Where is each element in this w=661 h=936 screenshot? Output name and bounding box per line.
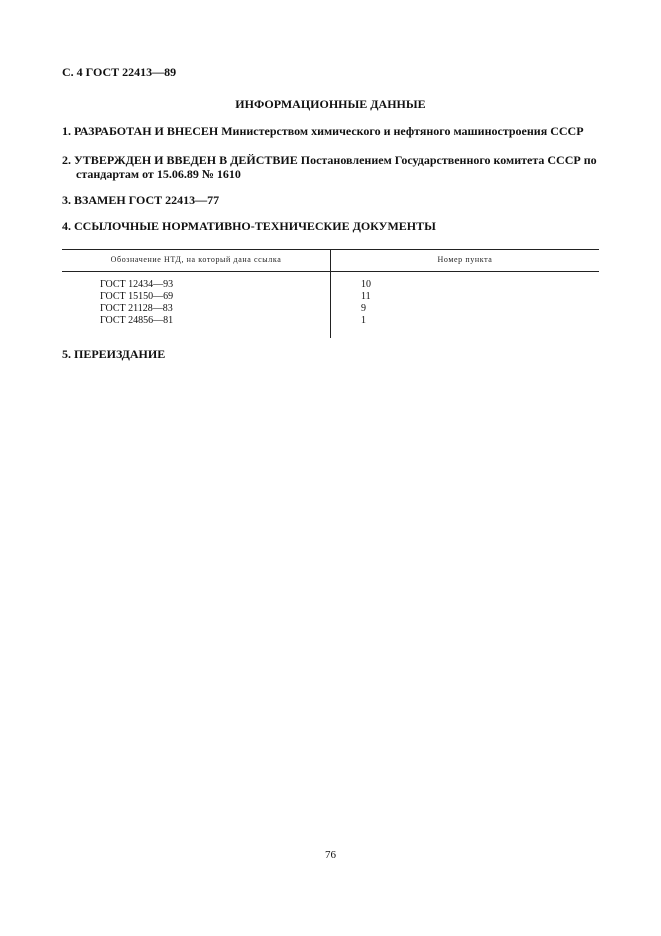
info-item-continuation: стандартам от 15.06.89 № 1610 (76, 167, 241, 181)
table-cell-clause: 10 (361, 279, 371, 290)
info-item-lead: 2. УТВЕРЖДЕН И ВВЕДЕН В ДЕЙСТВИЕ (62, 153, 298, 167)
info-item-text: Постановлением Государственного комитета СССР по (300, 153, 597, 167)
table-cell-document: ГОСТ 24856—81 (100, 315, 174, 326)
table-column-documents (100, 279, 173, 327)
table-cell-clause: 9 (361, 303, 366, 314)
section-title: ИНФОРМАЦИОННЫЕ ДАННЫЕ (235, 97, 426, 111)
info-item-replaces: 3. ВЗАМЕН ГОСТ 22413—77 (62, 193, 220, 207)
info-item-reissue: 5. ПЕРЕИЗДАНИЕ (62, 347, 166, 361)
table-cell-document: ГОСТ 12434—93 (100, 279, 174, 290)
info-item-lead: 1. РАЗРАБОТАН И ВНЕСЕН (62, 124, 219, 138)
table-cell-clause: 11 (361, 291, 371, 302)
table-header-clause: Номер пункта (437, 255, 493, 264)
table-header-document: Обозначение НТД, на который дана ссылка (110, 255, 282, 264)
table-cell-clause: 1 (361, 315, 366, 326)
reference-table (62, 249, 599, 339)
info-item-references: 4. ССЫЛОЧНЫЕ НОРМАТИВНО-ТЕХНИЧЕСКИЕ ДОКУМЕНТЫ (62, 219, 436, 233)
table-column-clauses (361, 279, 371, 327)
page-header: С. 4 ГОСТ 22413—89 (62, 65, 177, 79)
info-item-developed (62, 124, 602, 138)
info-item-approved (62, 153, 602, 181)
page-number: 76 (325, 849, 336, 861)
table-cell-document: ГОСТ 15150—69 (100, 291, 174, 302)
table-cell-document: ГОСТ 21128—83 (100, 303, 173, 314)
info-item-text: Министерством химического и нефтяного машиностроения СССР (221, 124, 584, 138)
